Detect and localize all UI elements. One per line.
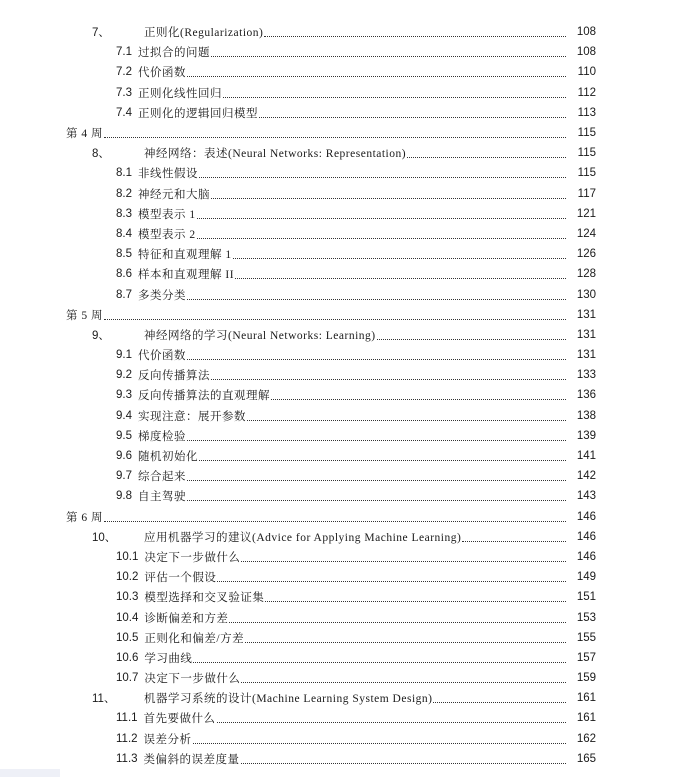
- toc-entry-lead: [0, 165, 198, 181]
- toc-page-number: 155: [576, 631, 596, 644]
- toc-entry-number: 8.5: [116, 248, 132, 261]
- toc-entry-title: 梯度检验: [138, 430, 186, 443]
- toc-page-number: 131: [576, 308, 596, 321]
- toc-entry-lead: [0, 670, 240, 686]
- toc-entry-title: 神经元和大脑: [138, 188, 210, 201]
- toc-entry-number: 10.2: [116, 571, 139, 584]
- toc-entry-number: 8.4: [116, 227, 132, 240]
- toc-page-number: 165: [576, 752, 596, 765]
- toc-dot-leader: [193, 661, 566, 663]
- toc-entry-title: 正则化和偏差/方差: [144, 632, 245, 645]
- toc-chapter-row[interactable]: [0, 527, 692, 547]
- toc-dot-leader: [264, 35, 566, 37]
- toc-page-number: 146: [576, 550, 596, 563]
- toc-entry-lead: [0, 468, 186, 484]
- toc-page-number: 124: [576, 227, 596, 240]
- toc-entry-title: 评估一个假设: [144, 572, 217, 585]
- toc-entry-lead: [0, 751, 240, 767]
- toc-dot-leader: [187, 75, 566, 77]
- toc-dot-leader: [199, 459, 566, 461]
- toc-page-number: 146: [576, 530, 596, 543]
- toc-page-number: 130: [576, 288, 596, 301]
- toc-dot-leader: [193, 742, 566, 744]
- toc-dot-leader: [265, 600, 566, 602]
- toc-entry-number: 9.7: [116, 470, 132, 483]
- toc-entry-number: 9.1: [116, 349, 132, 362]
- toc-page-number: 153: [576, 611, 596, 624]
- toc-entry-lead: [0, 186, 210, 202]
- toc-entry-title: 诊断偏差和方差: [144, 612, 229, 625]
- toc-entry-number: 10.6: [116, 651, 139, 664]
- toc-page-number: 157: [576, 651, 596, 664]
- toc-entry-title: 模型表示 1: [138, 208, 196, 221]
- toc-dot-leader: [241, 681, 566, 683]
- toc-page-number: 110: [577, 66, 596, 79]
- toc-dot-leader: [211, 55, 566, 57]
- toc-entry-number: 8.3: [116, 207, 132, 220]
- toc-section-row[interactable]: [0, 729, 692, 749]
- toc-page-number: 115: [577, 127, 596, 140]
- toc-page-number: 131: [576, 328, 596, 341]
- toc-entry-number: 8.6: [116, 268, 132, 281]
- toc-entry-number: 10.7: [116, 672, 139, 685]
- toc-entry-title: 第 4 周: [66, 128, 103, 141]
- toc-entry-title: 多类分类: [138, 289, 186, 302]
- toc-entry-lead: [0, 428, 186, 444]
- toc-dot-leader: [271, 398, 566, 400]
- toc-week-row[interactable]: [0, 305, 692, 325]
- toc-entry-lead: [0, 125, 103, 141]
- toc-entry-lead: [0, 44, 210, 60]
- toc-section-row[interactable]: [0, 284, 692, 304]
- toc-entry-number: 11.3: [116, 752, 138, 765]
- toc-entry-lead: [0, 710, 216, 726]
- toc-page-number: 143: [576, 490, 596, 503]
- toc-chapter-row[interactable]: [0, 325, 692, 345]
- toc-entry-title: 决定下一步做什么: [144, 551, 241, 564]
- toc-section-row[interactable]: [0, 42, 692, 62]
- toc-page-number: 117: [577, 187, 596, 200]
- toc-dot-leader: [217, 721, 566, 723]
- table-of-contents: [0, 22, 692, 769]
- toc-entry-lead: [0, 246, 232, 262]
- toc-page-number: 108: [576, 26, 596, 39]
- toc-section-row[interactable]: [0, 446, 692, 466]
- toc-entry-title: 学习曲线: [144, 652, 193, 665]
- toc-dot-leader: [245, 641, 566, 643]
- toc-entry-lead: [0, 307, 103, 323]
- toc-entry-title: 反向传播算法: [138, 370, 210, 383]
- toc-page-number: 108: [576, 46, 596, 59]
- toc-entry-title: 非线性假设: [138, 168, 198, 181]
- toc-entry-number: 9.4: [116, 409, 132, 422]
- toc-section-row[interactable]: [0, 406, 692, 426]
- toc-dot-leader: [235, 277, 566, 279]
- toc-entry-lead: [0, 266, 234, 282]
- toc-entry-title: 正则化线性回归: [138, 87, 222, 100]
- toc-section-row[interactable]: [0, 365, 692, 385]
- toc-entry-title: 决定下一步做什么: [144, 673, 241, 686]
- toc-dot-leader: [223, 96, 566, 98]
- toc-entry-lead: [0, 226, 196, 242]
- toc-entry-number: 7、: [92, 27, 110, 40]
- toc-entry-lead: [0, 488, 186, 504]
- toc-section-row[interactable]: [0, 62, 692, 82]
- toc-page-number: 159: [576, 672, 596, 685]
- toc-entry-number: 10.3: [116, 591, 139, 604]
- toc-entry-number: 9.2: [116, 369, 132, 382]
- toc-dot-leader: [241, 762, 566, 764]
- toc-entry-title: 反向传播算法的直观理解: [138, 390, 270, 403]
- toc-section-row[interactable]: [0, 244, 692, 264]
- toc-section-row[interactable]: [0, 426, 692, 446]
- toc-entry-title: 代价函数: [138, 350, 186, 363]
- toc-section-row[interactable]: [0, 103, 692, 123]
- toc-dot-leader: [217, 580, 566, 582]
- toc-section-row[interactable]: [0, 587, 692, 607]
- toc-dot-leader: [377, 338, 566, 340]
- toc-entry-title: 第 5 周: [66, 309, 103, 322]
- toc-dot-leader: [259, 116, 566, 118]
- toc-page-number: 133: [576, 369, 596, 382]
- toc-entry-lead: [0, 690, 432, 706]
- toc-entry-title: 模型表示 2: [138, 228, 196, 241]
- toc-entry-title: 正则化(Regularization): [144, 27, 264, 40]
- toc-entry-lead: [0, 610, 228, 626]
- toc-section-row[interactable]: [0, 486, 692, 506]
- toc-section-row[interactable]: [0, 385, 692, 405]
- toc-section-row[interactable]: [0, 628, 692, 648]
- toc-page-number: 115: [577, 167, 596, 180]
- toc-dot-leader: [104, 318, 566, 320]
- toc-section-row[interactable]: [0, 708, 692, 728]
- toc-dot-leader: [241, 560, 566, 562]
- toc-entry-lead: [0, 327, 376, 343]
- toc-dot-leader: [104, 136, 566, 138]
- toc-entry-title: 应用机器学习的建议(Advice for Applying Machine Learning): [144, 531, 462, 544]
- toc-week-row[interactable]: [0, 123, 692, 143]
- toc-entry-title: 第 6 周: [66, 511, 103, 524]
- toc-entry-title: 误差分析: [143, 733, 192, 746]
- toc-entry-title: 类偏斜的误差度量: [143, 753, 240, 766]
- toc-dot-leader: [247, 419, 566, 421]
- toc-entry-lead: [0, 105, 258, 121]
- toc-page-number: 139: [576, 429, 596, 442]
- toc-entry-title: 神经网络：表述(Neural Networks: Representation): [144, 148, 407, 161]
- toc-entry-lead: [0, 529, 461, 545]
- toc-page-number: 138: [576, 409, 596, 422]
- toc-page-number: 146: [576, 510, 596, 523]
- toc-entry-lead: [0, 650, 192, 666]
- toc-dot-leader: [187, 499, 566, 501]
- toc-page-number: 141: [576, 450, 596, 463]
- toc-page-number: 112: [577, 86, 596, 99]
- toc-entry-lead: [0, 448, 198, 464]
- toc-dot-leader: [407, 156, 566, 158]
- toc-entry-lead: [0, 569, 216, 585]
- toc-page-number: 161: [576, 692, 596, 705]
- toc-section-row[interactable]: [0, 184, 692, 204]
- toc-entry-lead: [0, 387, 270, 403]
- toc-entry-title: 模型选择和交叉验证集: [144, 592, 265, 605]
- toc-entry-title: 特征和直观理解 1: [138, 249, 232, 262]
- toc-dot-leader: [197, 217, 566, 219]
- toc-entry-number: 9.5: [116, 429, 132, 442]
- toc-entry-number: 9.6: [116, 450, 132, 463]
- toc-page-number: 151: [576, 591, 596, 604]
- toc-section-row[interactable]: [0, 264, 692, 284]
- toc-dot-leader: [211, 197, 566, 199]
- toc-entry-title: 机器学习系统的设计(Machine Learning System Design): [144, 693, 433, 706]
- toc-entry-lead: [0, 85, 222, 101]
- toc-entry-lead: [0, 206, 196, 222]
- toc-entry-lead: [0, 509, 103, 525]
- toc-page-number: 121: [576, 207, 596, 220]
- toc-section-row[interactable]: [0, 668, 692, 688]
- toc-entry-number: 7.2: [116, 66, 132, 79]
- toc-section-row[interactable]: [0, 547, 692, 567]
- toc-entry-number: 7.1: [116, 46, 132, 59]
- toc-page-number: 136: [576, 389, 596, 402]
- toc-dot-leader: [199, 176, 566, 178]
- toc-entry-number: 8、: [92, 148, 110, 161]
- toc-entry-lead: [0, 367, 210, 383]
- toc-dot-leader: [229, 621, 566, 623]
- toc-section-row[interactable]: [0, 345, 692, 365]
- toc-section-row[interactable]: [0, 83, 692, 103]
- toc-entry-title: 正则化的逻辑回归模型: [138, 107, 258, 120]
- toc-section-row[interactable]: [0, 163, 692, 183]
- toc-page-number: 161: [576, 712, 596, 725]
- toc-page-number: 126: [576, 248, 596, 261]
- toc-entry-lead: [0, 408, 246, 424]
- toc-entry-number: 9.8: [116, 490, 132, 503]
- toc-chapter-row[interactable]: [0, 143, 692, 163]
- toc-entry-number: 8.1: [116, 167, 132, 180]
- toc-entry-lead: [0, 287, 186, 303]
- toc-dot-leader: [433, 701, 566, 703]
- toc-week-row[interactable]: [0, 507, 692, 527]
- toc-dot-leader: [211, 378, 566, 380]
- toc-dot-leader: [462, 540, 566, 542]
- toc-section-row[interactable]: [0, 466, 692, 486]
- toc-entry-title: 神经网络的学习(Neural Networks: Learning): [144, 329, 376, 342]
- toc-entry-title: 综合起来: [138, 471, 186, 484]
- toc-page-number: 115: [577, 147, 596, 160]
- toc-dot-leader: [197, 237, 566, 239]
- toc-page-number: 149: [576, 571, 596, 584]
- toc-page-number: 128: [576, 268, 596, 281]
- toc-chapter-row[interactable]: [0, 688, 692, 708]
- toc-page-number: 142: [576, 470, 596, 483]
- toc-section-row[interactable]: [0, 749, 692, 769]
- toc-entry-title: 首先要做什么: [143, 713, 216, 726]
- toc-entry-lead: [0, 24, 263, 40]
- corner-mark: [0, 769, 60, 777]
- toc-section-row[interactable]: [0, 607, 692, 627]
- toc-section-row[interactable]: [0, 567, 692, 587]
- toc-entry-number: 10.5: [116, 631, 139, 644]
- toc-entry-title: 样本和直观理解 II: [138, 269, 235, 282]
- toc-entry-title: 代价函数: [138, 67, 186, 80]
- toc-entry-number: 9、: [92, 329, 110, 342]
- toc-section-row[interactable]: [0, 648, 692, 668]
- toc-entry-number: 10、: [92, 531, 117, 544]
- toc-section-row[interactable]: [0, 204, 692, 224]
- toc-entry-lead: [0, 630, 244, 646]
- toc-entry-title: 实现注意：展开参数: [138, 410, 246, 423]
- toc-dot-leader: [187, 298, 566, 300]
- toc-dot-leader: [187, 479, 566, 481]
- toc-page-number: 113: [577, 106, 596, 119]
- toc-entry-number: 10.4: [116, 611, 139, 624]
- toc-entry-title: 随机初始化: [138, 451, 198, 464]
- toc-dot-leader: [187, 358, 566, 360]
- toc-entry-number: 7.3: [116, 86, 132, 99]
- toc-entry-number: 9.3: [116, 389, 132, 402]
- toc-entry-number: 11、: [92, 693, 116, 706]
- toc-entry-lead: [0, 731, 192, 747]
- toc-entry-lead: [0, 145, 406, 161]
- toc-chapter-row[interactable]: [0, 22, 692, 42]
- toc-entry-title: 自主驾驶: [138, 491, 186, 504]
- toc-entry-lead: [0, 589, 264, 605]
- toc-page-number: 162: [576, 732, 596, 745]
- toc-entry-number: 8.7: [116, 288, 132, 301]
- toc-section-row[interactable]: [0, 224, 692, 244]
- toc-dot-leader: [233, 257, 566, 259]
- toc-entry-number: 11.1: [116, 712, 138, 725]
- toc-dot-leader: [187, 439, 566, 441]
- toc-entry-lead: [0, 64, 186, 80]
- toc-entry-lead: [0, 347, 186, 363]
- toc-entry-number: 8.2: [116, 187, 132, 200]
- toc-entry-number: 11.2: [116, 732, 138, 745]
- toc-page-number: 131: [576, 349, 596, 362]
- toc-entry-title: 过拟合的问题: [138, 47, 210, 60]
- toc-dot-leader: [104, 520, 566, 522]
- toc-entry-number: 10.1: [116, 550, 139, 563]
- toc-entry-lead: [0, 549, 240, 565]
- toc-entry-number: 7.4: [116, 106, 132, 119]
